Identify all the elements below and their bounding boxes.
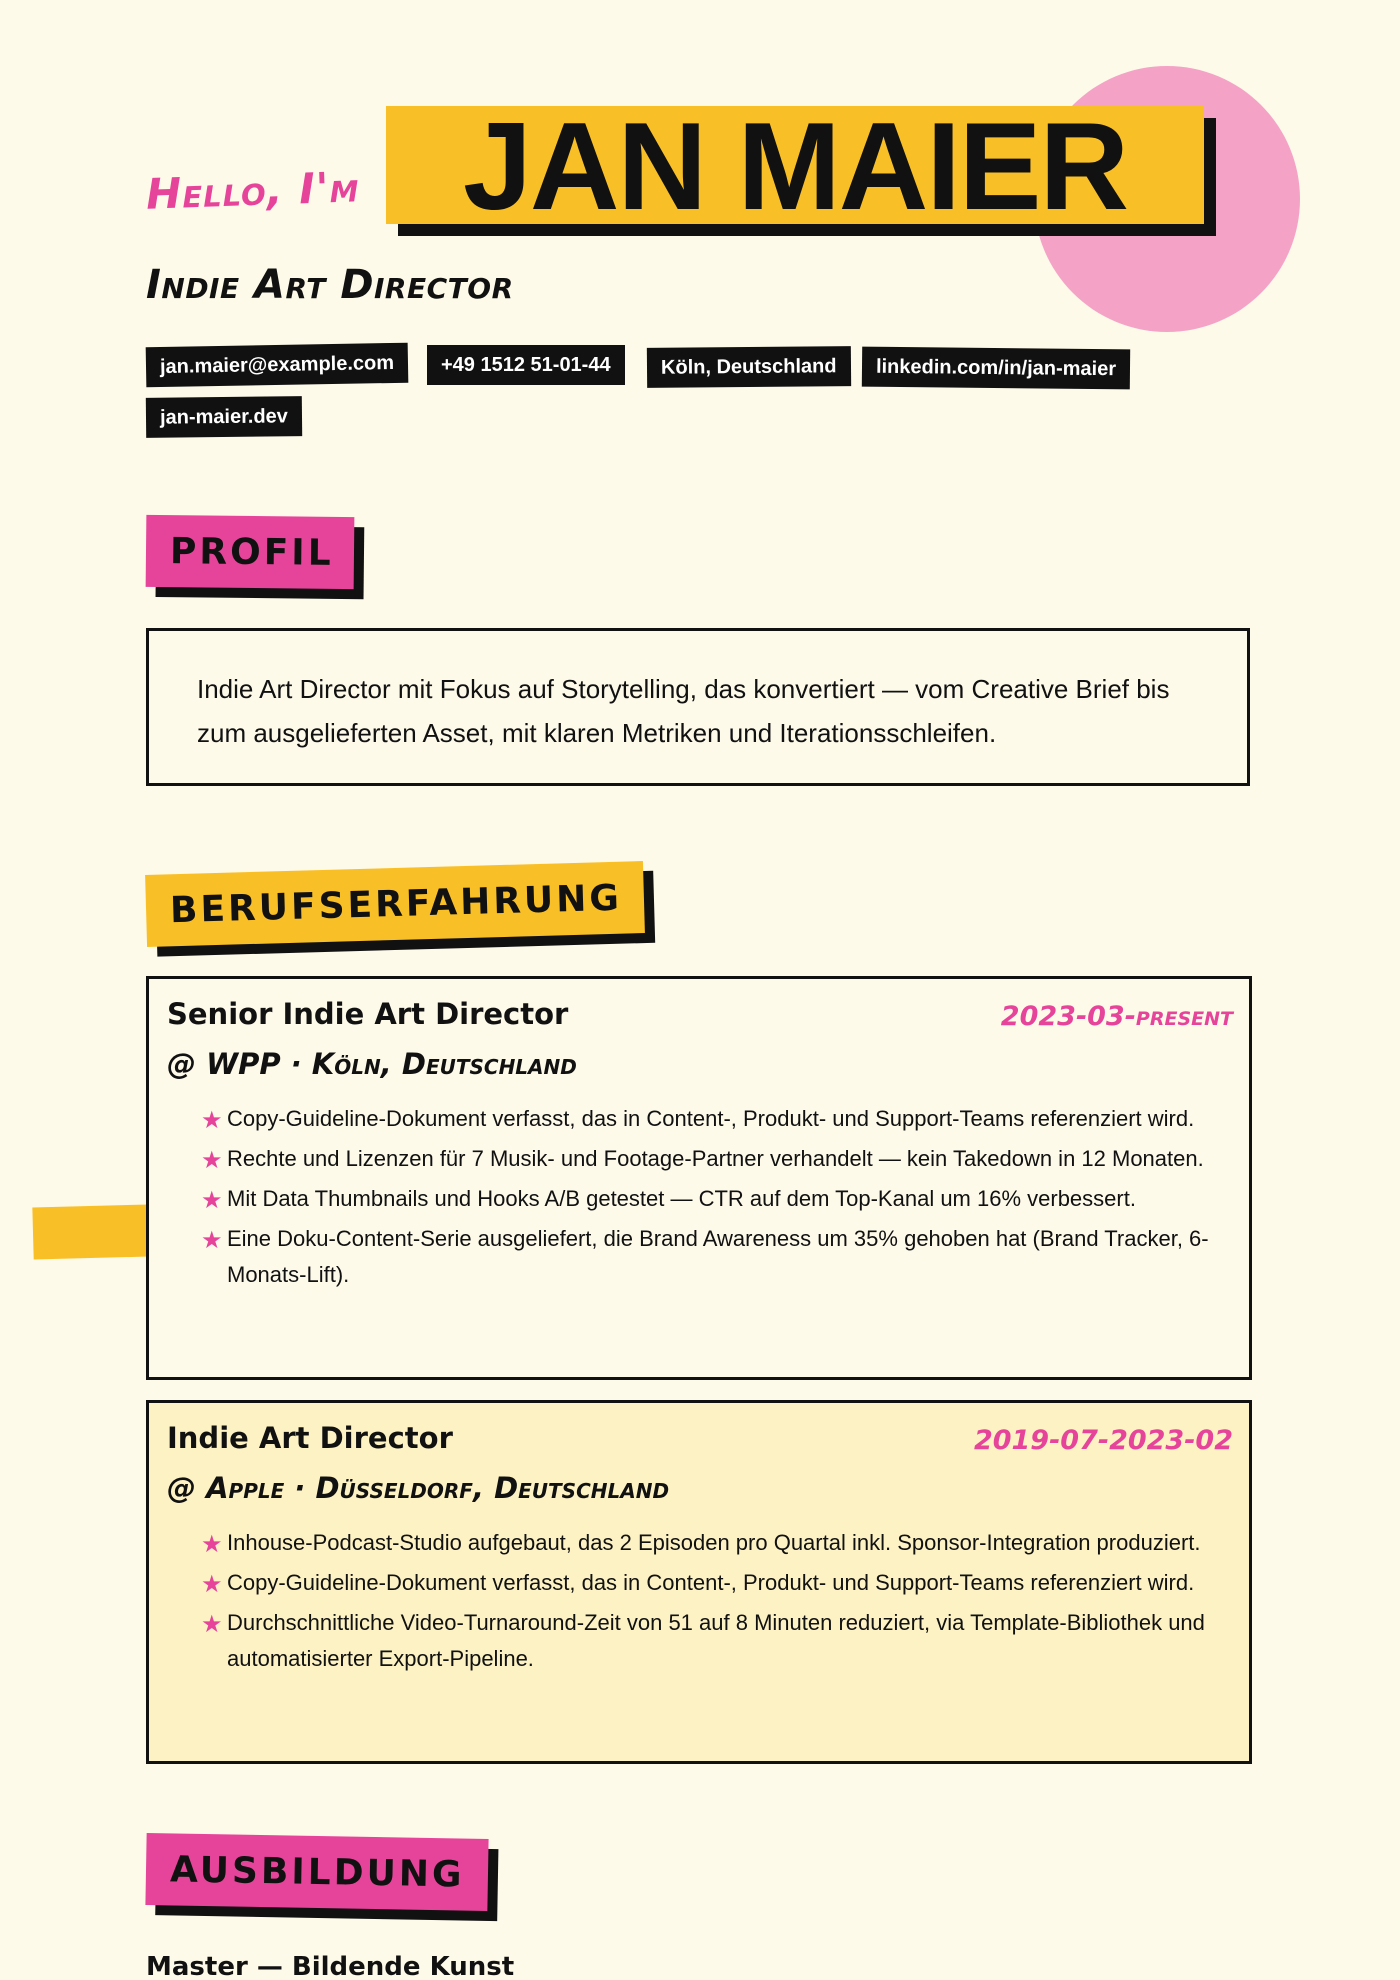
bullet-text: Inhouse-Podcast-Studio aufgebaut, das 2 Episoden pro Quartal inkl. Sponsor-Integration produziert. — [227, 1530, 1201, 1555]
bullet-text: Copy-Guideline-Dokument verfasst, das in Content-, Produkt- und Support-Teams referenziert wird. — [227, 1106, 1195, 1131]
greeting: Hello, I'm — [145, 162, 361, 219]
section-heading-profile — [146, 515, 355, 589]
section-heading-education — [145, 1833, 488, 1911]
job-entry — [146, 976, 1252, 1380]
job-title: Indie Art Director — [146, 262, 514, 308]
contact-linkedin[interactable]: linkedin.com/in/jan-maier — [862, 347, 1130, 390]
bullet-item — [201, 1605, 1221, 1677]
section-heading-experience — [145, 861, 645, 947]
bullet-text: Eine Doku-Content-Serie ausgeliefert, die Brand Awareness um 35% gehoben hat (Brand Tracker, 6-Monats-Lift). — [227, 1226, 1209, 1287]
heading-label: AUSBILDUNG — [169, 1848, 465, 1896]
bullet-item — [201, 1221, 1221, 1293]
heading-box — [146, 515, 355, 589]
star-icon: ★ — [201, 1611, 223, 1638]
job-company: @ WPP · Köln, Deutschland — [167, 1047, 577, 1081]
decorative-yellow-strip — [32, 1204, 149, 1259]
bullet-text: Rechte und Lizenzen für 7 Musik- und Footage-Partner verhandelt — kein Takedown in 12 Monaten. — [227, 1146, 1204, 1171]
bullet-item — [201, 1101, 1221, 1137]
bullet-item — [201, 1141, 1221, 1177]
bullet-text: Copy-Guideline-Dokument verfasst, das in Content-, Produkt- und Support-Teams referenziert wird. — [227, 1570, 1195, 1595]
job-dates: 2019-07-2023-02 — [973, 1425, 1233, 1456]
contact-email[interactable]: jan.maier@example.com — [146, 343, 409, 388]
job-bullets — [201, 1525, 1221, 1681]
star-icon: ★ — [201, 1571, 223, 1598]
job-role: Senior Indie Art Director — [167, 997, 569, 1031]
contact-website[interactable]: jan-maier.dev — [146, 396, 302, 438]
job-role: Indie Art Director — [167, 1421, 453, 1455]
star-icon: ★ — [201, 1107, 223, 1134]
education-entry-title: Master — Bildende Kunst — [146, 1952, 515, 1980]
contact-location: Köln, Deutschland — [647, 346, 851, 388]
heading-label: BERUFSERFAHRUNG — [169, 877, 623, 931]
bullet-text: Mit Data Thumbnails und Hooks A/B getestet — CTR auf dem Top-Kanal um 16% verbessert. — [227, 1186, 1136, 1211]
bullet-item — [201, 1525, 1221, 1561]
profile-card — [146, 628, 1250, 786]
contact-phone[interactable]: +49 1512 51-01-44 — [427, 345, 625, 385]
profile-summary: Indie Art Director mit Fokus auf Storytelling, das konvertiert — vom Creative Brief bis zum ausgelieferten Asset, mit klaren Metriken und Iterationsschleifen. — [197, 674, 1170, 748]
bullet-item — [201, 1181, 1221, 1217]
bullet-text: Durchschnittliche Video-Turnaround-Zeit von 51 auf 8 Minuten reduziert, via Template-Bibliothek und automatisierter Export-Pipeline. — [227, 1610, 1205, 1671]
job-dates: 2023-03-present — [1000, 1001, 1233, 1032]
star-icon: ★ — [201, 1187, 223, 1214]
heading-label: PROFIL — [169, 530, 334, 574]
name-banner — [386, 98, 1204, 236]
job-entry — [146, 1400, 1252, 1764]
star-icon: ★ — [201, 1531, 223, 1558]
star-icon: ★ — [201, 1147, 223, 1174]
person-name: JAN MAIER — [462, 98, 1128, 236]
bullet-item — [201, 1565, 1221, 1601]
name-banner-box — [386, 98, 1204, 236]
job-company: @ Apple · Düsseldorf, Deutschland — [167, 1471, 670, 1505]
job-bullets — [201, 1101, 1221, 1297]
star-icon: ★ — [201, 1227, 223, 1254]
heading-box — [145, 1833, 488, 1911]
heading-box — [145, 861, 645, 947]
